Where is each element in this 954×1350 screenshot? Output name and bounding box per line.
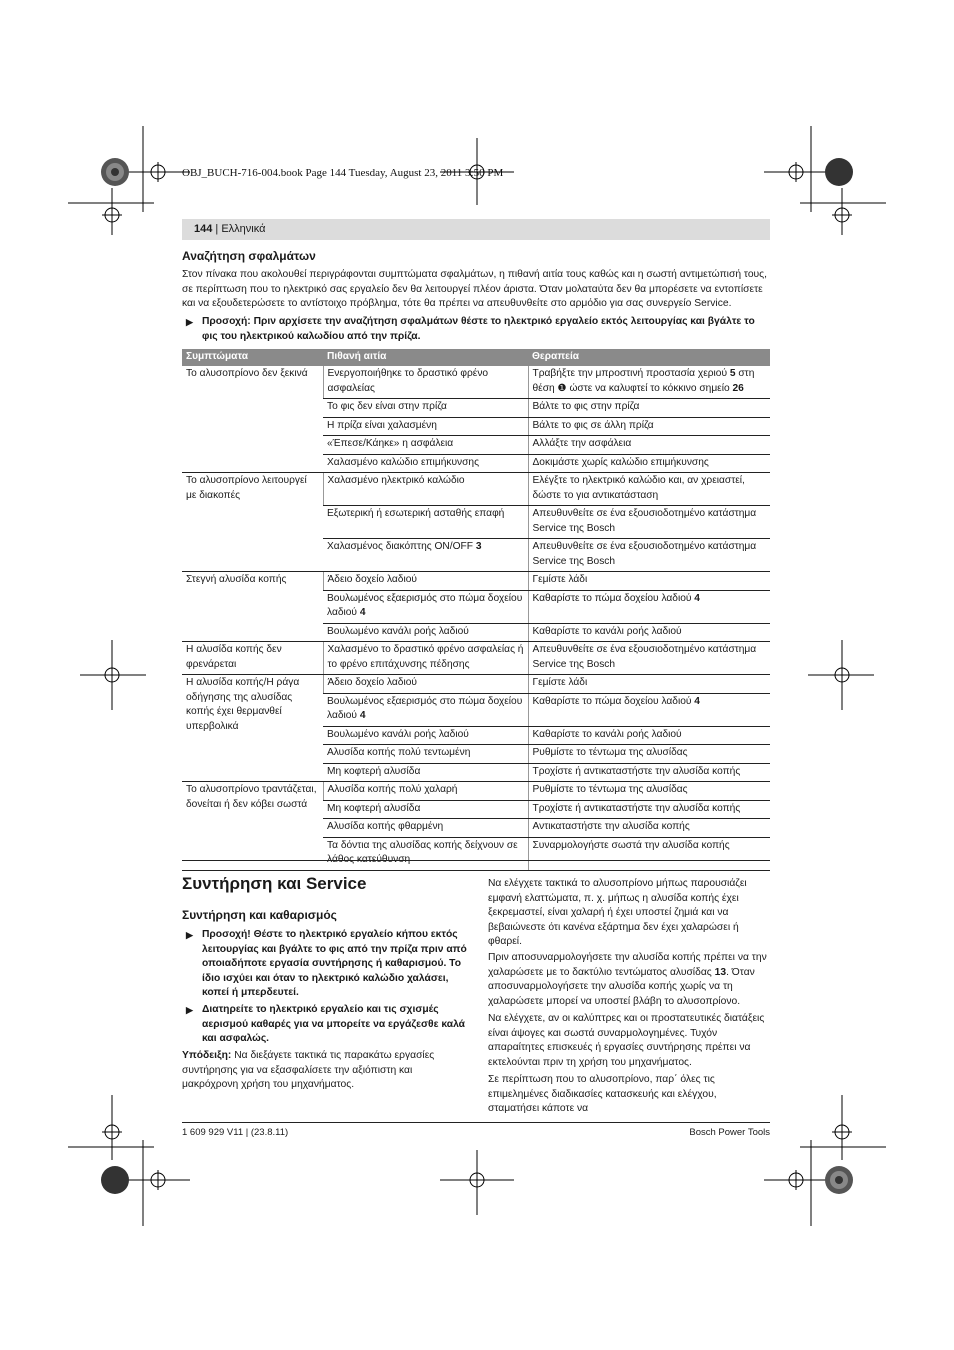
table-row xyxy=(182,366,770,399)
cause-cell: Βουλωμένος εξαερισμός στο πώμα δοχείου λαδιού 4 xyxy=(323,693,528,726)
bullet-arrow-icon: ▶ xyxy=(186,1005,193,1015)
print-meta-line: OBJ_BUCH-716-004.book Page 144 Tuesday, August 23, 2011 3:50 PM xyxy=(182,167,504,179)
remedy-cell: Βάλτε το φις σε άλλη πρίζα xyxy=(528,417,770,436)
note-label: Υπόδειξη: xyxy=(182,1050,232,1061)
cause-cell: Βουλωμένος εξαερισμός στο πώμα δοχείου λαδιού 4 xyxy=(323,590,528,623)
remedy-cell: Τροχίστε ή αντικαταστήστε την αλυσίδα κοπής xyxy=(528,800,770,819)
bullet-text: Διατηρείτε το ηλεκτρικό εργαλείο και τις σχισμές αερισμού καθαρές για να μπορείτε να εργάζεσθε καλά και ασφαλώς. xyxy=(202,1004,466,1044)
remedy-cell: Απευθυνθείτε σε ένα εξουσιοδοτημένο κατάστημα Service της Bosch xyxy=(528,506,770,539)
remedy-cell: Συναρμολογήστε σωστά την αλυσίδα κοπής xyxy=(528,837,770,870)
table-bottom-rule xyxy=(182,860,770,861)
right-paragraph-1: Να ελέγχετε τακτικά το αλυσοπρίονο μήπως παρουσιάζει εμφανή ελαττώματα, π. χ. μήπως η αλυσίδα κοπής έχει ξεκρεμαστεί, είναι χαλαρή ή έχει υποστεί ζημιά και να βεβαιώνεστε ότι κανένα εξάρτημα δεν έχει χαλαρώσει ή φθαρεί. xyxy=(488,878,747,947)
remedy-cell: Δοκιμάστε χωρίς καλώδιο επιμήκυνσης xyxy=(528,454,770,473)
symptom-cell: Το αλυσοπρίονο τραντάζεται, δονείται ή δεν κόβει σωστά xyxy=(182,782,323,871)
remedy-cell: Απευθυνθείτε σε ένα εξουσιοδοτημένο κατάστημα Service της Bosch xyxy=(528,539,770,572)
cause-cell: Μη κοφτερή αλυσίδα xyxy=(323,800,528,819)
remedy-cell: Καθαρίστε το κανάλι ροής λαδιού xyxy=(528,623,770,642)
warning-text: Προσοχή: Πριν αρχίσετε την αναζήτηση σφαλμάτων θέστε το ηλεκτρικό εργαλείο εκτός λειτουργίας και βγάλτε το φις του ηλεκτρικού καλωδίου από την πρίζα. xyxy=(202,316,755,342)
remedy-cell: Γεμίστε λάδι xyxy=(528,572,770,591)
table-header-row xyxy=(182,349,770,366)
cause-cell: Η πρίζα είναι χαλασμένη xyxy=(323,417,528,436)
right-paragraph-2 xyxy=(488,951,770,1009)
table-row xyxy=(182,782,770,801)
cause-cell: Χαλασμένο ηλεκτρικό καλώδιο xyxy=(323,473,528,506)
remedy-cell: Γεμίστε λάδι xyxy=(528,675,770,694)
remedy-cell: Τροχίστε ή αντικαταστήστε την αλυσίδα κοπής xyxy=(528,763,770,782)
service-title: Συντήρηση και Service xyxy=(182,874,367,893)
footer-left: 1 609 929 V11 | (23.8.11) xyxy=(182,1127,289,1138)
troubleshooting-heading: Αναζήτηση σφαλμάτων xyxy=(182,249,316,263)
symptom-cell: Το αλυσοπρίονο λειτουργεί με διακοπές xyxy=(182,473,323,572)
remedy-cell: Αντικαταστήστε την αλυσίδα κοπής xyxy=(528,819,770,838)
maintenance-subheading: Συντήρηση και καθαρισμός xyxy=(182,908,337,922)
cause-cell: «Έπεσε/Κάηκε» η ασφάλεια xyxy=(323,436,528,455)
paragraph-text: Πριν αποσυναρμολογήσετε την αλυσίδα κοπής πρέπει να την χαλαρώσετε με το δακτύλιο τεντώματος αλυσίδας xyxy=(488,952,767,978)
cause-cell: Το φις δεν είναι στην πρίζα xyxy=(323,399,528,418)
bullet-text: Προσοχή! Θέστε το ηλεκτρικό εργαλείο κήπου εκτός λειτουργίας και βγάλτε το φις από την πρίζα πριν από οποιαδήποτε εργασία συντήρησης ή καθαρισμού. Το ίδιο ισχύει και όταν το ηλεκτρικό καλώδιο χαλάσει, κοπεί ή μπερδευτεί. xyxy=(202,929,467,998)
troubleshooting-table xyxy=(182,349,770,871)
header-separator: | xyxy=(212,223,222,235)
remedy-cell: Τραβήξτε την μπροστινή προστασία χεριού 5 στη θέση ❶ ώστε να καλυφτεί το κόκκινο σημείο 26 xyxy=(528,366,770,399)
footer-rule xyxy=(182,1122,770,1123)
cause-cell: Βουλωμένο κανάλι ροής λαδιού xyxy=(323,623,528,642)
column-header: Θεραπεία xyxy=(528,349,770,366)
cause-cell: Χαλασμένο το δραστικό φρένο ασφαλείας ή το φρένο επιτάχυνσης πέδησης xyxy=(323,642,528,675)
warning-arrow-icon: ▶ xyxy=(186,317,193,327)
remedy-cell: Καθαρίστε το κανάλι ροής λαδιού xyxy=(528,726,770,745)
table-row xyxy=(182,642,770,675)
remedy-cell: Ρυθμίστε το τέντωμα της αλυσίδας xyxy=(528,745,770,764)
cause-cell: Εξωτερική ή εσωτερική ασταθής επαφή xyxy=(323,506,528,539)
remedy-cell: Βάλτε το φις στην πρίζα xyxy=(528,399,770,418)
cause-cell: Άδειο δοχείο λαδιού xyxy=(323,572,528,591)
maintenance-warning-2 xyxy=(186,1003,470,1047)
paragraph-text: . Όταν αποσυναρμολογήσετε την αλυσίδα κοπής χωρίς να τη χαλαρώσετε μπορεί να υποστεί βλάβη το αλυσοπρίονο. xyxy=(488,966,755,1007)
note-text: Να διεξάγετε τακτικά τις παρακάτω εργασίες συντήρησης για να εξασφαλίσετε την αξιόπιστη και μακρόχρονη χρήση του μηχανήματος. xyxy=(182,1050,435,1090)
bullet-arrow-icon: ▶ xyxy=(186,930,193,940)
cause-cell: Χαλασμένο καλώδιο επιμήκυνσης xyxy=(323,454,528,473)
maintenance-note xyxy=(182,1049,470,1093)
remedy-cell: Ρυθμίστε το τέντωμα της αλυσίδας xyxy=(528,782,770,801)
maintenance-warning-1 xyxy=(186,928,470,1001)
remedy-cell: Καθαρίστε το πώμα δοχείου λαδιού 4 xyxy=(528,693,770,726)
troubleshooting-intro: Στον πίνακα που ακολουθεί περιγράφονται συμπτώματα σφαλμάτων, η πιθανή αιτία τους καθώς και η σωστή αντιμετώπισή τους, σε περίπτωση που το ηλεκτρικό σας εργαλείο δεν θα λειτουργεί πλέον άριστα. Όταν μολαταύτα δεν θα μπορέσετε να εντοπίσετε και να εξουδετερώσετε το αντίστοιχο πρόβλημα, τότε θα πρέπει να απευθυνθείτε στο αρμόδιο για σας συνεργείο Service. xyxy=(182,269,768,309)
symptom-cell: Η αλυσίδα κοπής/Η ράγα οδήγησης της αλυσίδας κοπής έχει θερμανθεί υπερβολικά xyxy=(182,675,323,782)
cause-cell: Τα δόντια της αλυσίδας κοπής δείχνουν σε λάθος κατεύθυνση xyxy=(323,837,528,870)
cause-cell: Χαλασμένος διακόπτης ON/OFF 3 xyxy=(323,539,528,572)
symptom-cell: Το αλυσοπρίονο δεν ξεκινά xyxy=(182,366,323,473)
table-row xyxy=(182,675,770,694)
page-header xyxy=(182,219,770,240)
cause-cell: Μη κοφτερή αλυσίδα xyxy=(323,763,528,782)
remedy-cell: Καθαρίστε το πώμα δοχείου λαδιού 4 xyxy=(528,590,770,623)
cause-cell: Άδειο δοχείο λαδιού xyxy=(323,675,528,694)
remedy-cell: Απευθυνθείτε σε ένα εξουσιοδοτημένο κατάστημα Service της Bosch xyxy=(528,642,770,675)
table-row xyxy=(182,473,770,506)
column-header: Πιθανή αιτία xyxy=(323,349,528,366)
part-number: 13 xyxy=(714,966,727,978)
remedy-cell: Αλλάξτε την ασφάλεια xyxy=(528,436,770,455)
symptom-cell: Η αλυσίδα κοπής δεν φρενάρεται xyxy=(182,642,323,675)
symptom-cell: Στεγνή αλυσίδα κοπής xyxy=(182,572,323,642)
remedy-cell: Ελέγξτε το ηλεκτρικό καλώδιο και, αν χρειαστεί, δώστε το για αντικατάσταση xyxy=(528,473,770,506)
cause-cell: Αλυσίδα κοπής πολύ τεντωμένη xyxy=(323,745,528,764)
cause-cell: Αλυσίδα κοπής φθαρμένη xyxy=(323,819,528,838)
troubleshooting-warning xyxy=(186,315,770,344)
page-number: 144 xyxy=(194,223,213,235)
cause-cell: Βουλωμένο κανάλι ροής λαδιού xyxy=(323,726,528,745)
footer-right: Bosch Power Tools xyxy=(689,1127,770,1138)
column-header: Συμπτώματα xyxy=(182,349,323,366)
right-paragraph-4: Σε περίπτωση που το αλυσοπρίονο, παρ΄ όλες τις επιμελημένες διαδικασίες κατασκευής και ελέγχου, σταματήσει κάποτε να xyxy=(488,1074,717,1114)
table-row xyxy=(182,572,770,591)
cause-cell: Ενεργοποιήθηκε το δραστικό φρένο ασφαλείας xyxy=(323,366,528,399)
cause-cell: Αλυσίδα κοπής πολύ χαλαρή xyxy=(323,782,528,801)
right-paragraph-3: Να ελέγχετε, αν οι καλύπτρες και οι προστατευτικές διατάξεις είναι άψογες και σωστά συναρμολογημένες. Τυχόν απαραίτητες επισκευές ή εργασίες συντήρησης πρέπει να εκτελούνται πριν τη χρήση του μηχανήματος. xyxy=(488,1013,765,1068)
header-language: Ελληνικά xyxy=(221,223,266,235)
